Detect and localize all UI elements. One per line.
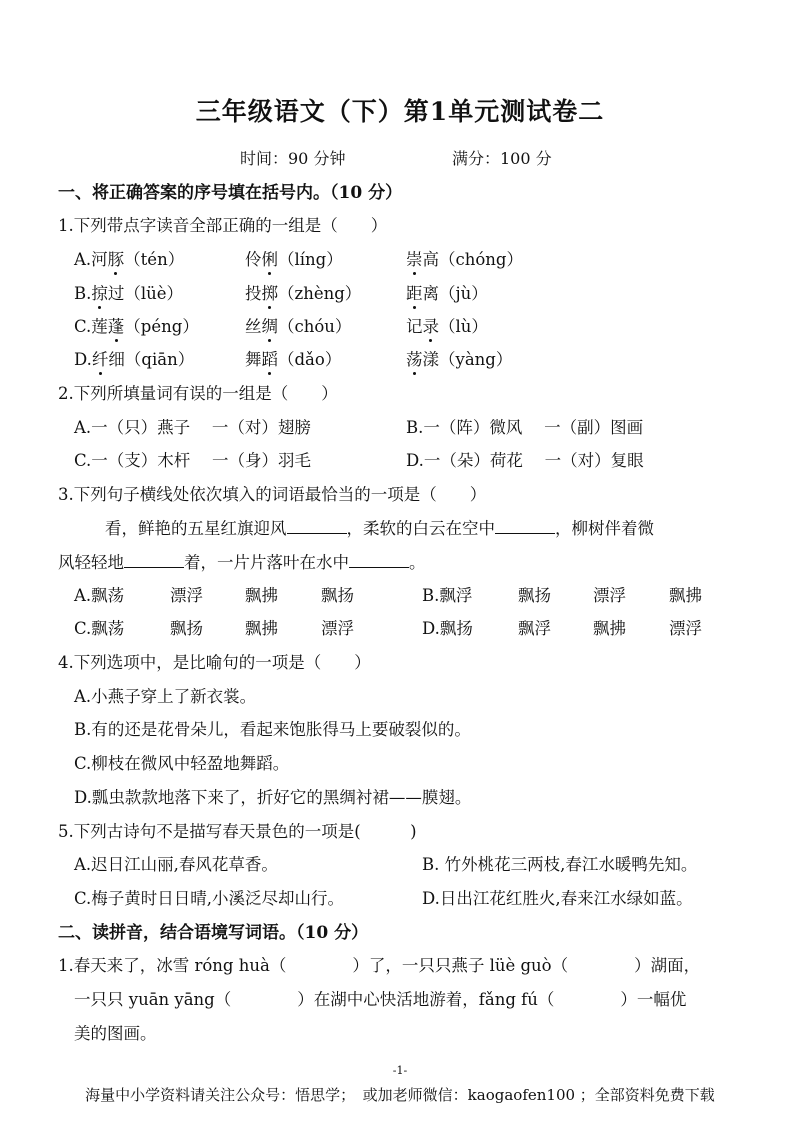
q4-option-b: B.有的还是花骨朵儿，看起来饱胀得马上要破裂似的。 — [74, 720, 471, 739]
q4-option-c: C.柳枝在微风中轻盈地舞蹈。 — [74, 754, 290, 773]
q4-option-d: D.瓢虫款款地落下来了，折好它的黑绸衬裙——膜翅。 — [74, 788, 472, 807]
footer-note: 海量中小学资料请关注公众号：悟思学； 或加老师微信：kaogaofen100 ；全部资料免费下载 — [85, 1086, 715, 1104]
q2-stem: 2.下列所填量词有误的一组是（ ） — [58, 384, 338, 403]
q1-stem: 1.下列带点字读音全部正确的一组是（ ） — [58, 216, 388, 235]
exam-score: 满分：100 分 — [452, 149, 552, 168]
q5-option-b: B. 竹外桃花三两枝,春江水暖鸭先知。 — [422, 855, 698, 874]
q2-option-b: B.一（阵）微风 一（副）图画 — [406, 418, 644, 437]
q3-passage-line-1: 看，鲜艳的五星红旗迎风 ，柔软的白云在空中 ，柳树伴着微 — [105, 519, 654, 538]
section-2-heading: 二、读拼音，结合语境写词语。（10 分） — [58, 923, 369, 943]
q2-option-d: D.一（朵）荷花 一（对）复眼 — [406, 451, 644, 470]
page-title: 三年级语文（下）第1单元测试卷二 — [195, 97, 605, 126]
q5-stem: 5.下列古诗句不是描写春天景色的一项是( ) — [58, 822, 417, 841]
q5-option-c: C.梅子黄时日日晴,小溪泛尽却山行。 — [74, 889, 345, 908]
q3-stem: 3.下列句子横线处依次填入的词语最恰当的一项是（ ） — [58, 485, 487, 504]
answer-blank — [495, 519, 555, 534]
q4-option-a: A.小燕子穿上了新衣裳。 — [74, 687, 257, 706]
q4-stem: 4.下列选项中，是比喻句的一项是（ ） — [58, 653, 371, 672]
page-number: -1- — [392, 1064, 408, 1077]
q2-option-c: C.一（支）木杆 一（身）羽毛 — [74, 451, 312, 470]
answer-blank — [124, 553, 184, 568]
q5-option-a: A.迟日江山丽,春风花草香。 — [74, 855, 278, 874]
answer-blank — [349, 553, 409, 568]
s2-q1-line-1: 1.春天来了，冰雪 róng huà（ ）了，一只只燕子 lüè guò（ ）湖面， — [58, 956, 701, 975]
s2-q1-line-3: 美的图画。 — [74, 1024, 157, 1043]
s2-q1-line-2: 一只只 yuān yāng（ ）在湖中心快活地游着，fǎng fú（ ）一幅优 — [74, 990, 687, 1009]
answer-blank — [287, 519, 347, 534]
q5-option-d: D.日出江花红胜火,春来江水绿如蓝。 — [422, 889, 693, 908]
section-1-heading: 一、将正确答案的序号填在括号内。（10 分） — [58, 183, 403, 203]
q3-passage-line-2: 风轻轻地 着，一片片落叶在水中 。 — [58, 553, 426, 572]
q2-option-a: A.一（只）燕子 一（对）翅膀 — [74, 418, 311, 437]
exam-time: 时间：90 分钟 — [240, 149, 346, 168]
